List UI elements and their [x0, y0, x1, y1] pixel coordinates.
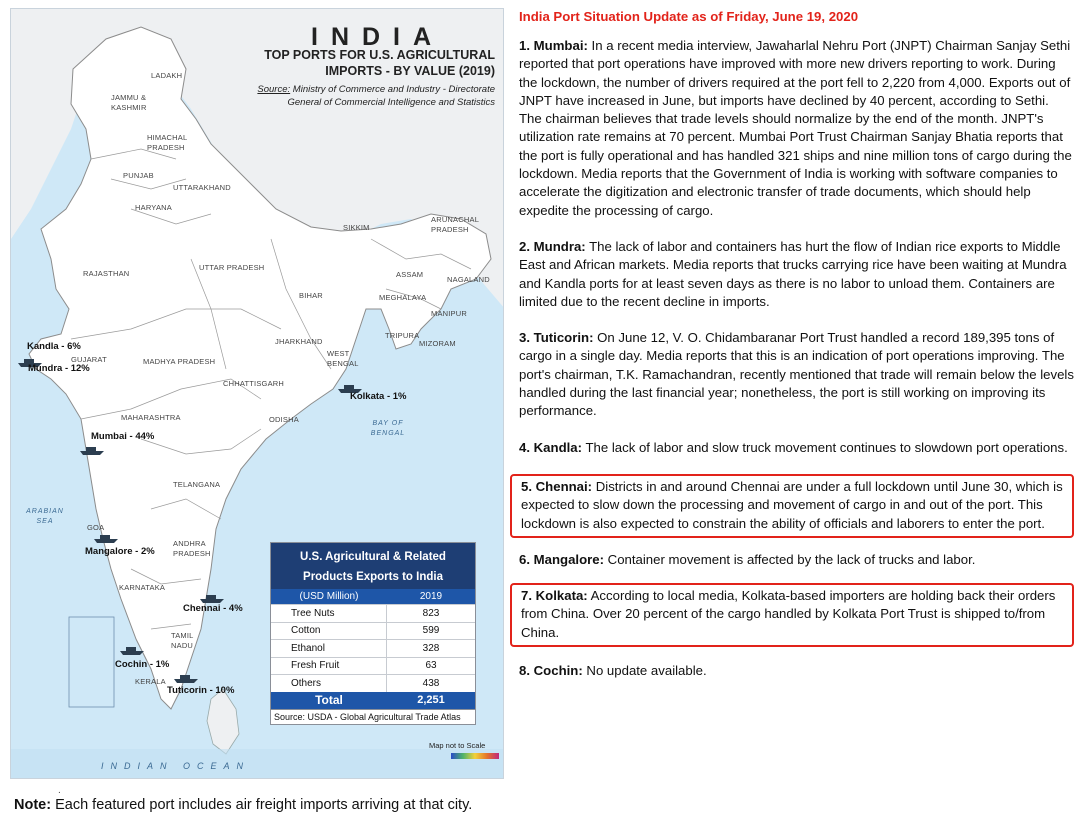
state-label: SIKKIM — [343, 223, 370, 232]
table-unit: (USD Million) — [299, 591, 359, 602]
table-total-label: Total — [315, 693, 343, 707]
port-kolkata — [337, 375, 407, 402]
update-text: In a recent media interview, Jawaharlal Nehru Port (JNPT) Chairman Sanjay Sethi reported that port operations have improved with more new drivers reporting to work. During the lockdown, the number of drivers required at the port fell to 2,220 from 4,000. Exports out of JNPT have increased in June, but imports have declined by 40 percent, according to Sethi. The chairman believes that trade levels should normalize by the end of the month. JNPT's utilization rate remains at 70 percent. Mumbai Port Trust Chairman Sanjay Bhatia reports that the port is fully operational and has handled 321 ships and nine million tons of cargo during the lockdown. Media reports that the Government of India is working with software companies to accelerate the digitization and electronic transfer of trade documents, which should help expedite the processing of cargo. — [519, 38, 1072, 218]
map-title: INDIA — [311, 23, 445, 51]
state-label: ANDHRA PRADESH — [173, 539, 211, 558]
table-cell-value: 63 — [425, 660, 437, 672]
table-cell-item: Others — [271, 675, 387, 692]
table-total-row — [271, 692, 475, 709]
port-cochin — [115, 659, 169, 670]
state-label: ARUNACHAL PRADESH — [431, 215, 479, 234]
update-text: Container movement is affected by the lack of trucks and labor. — [604, 551, 976, 567]
update-item-cochin — [519, 662, 1074, 680]
table-source: Source: USDA - Global Agricultural Trade Atlas — [271, 709, 475, 724]
table-row — [271, 604, 475, 622]
state-label: TAMIL NADU — [171, 631, 194, 650]
note-label: Note: — [14, 797, 52, 813]
state-label: GOA — [87, 523, 105, 532]
update-heading: 5. Chennai: — [521, 478, 593, 494]
state-label: WEST BENGAL — [327, 349, 359, 368]
table-year: 2019 — [419, 591, 443, 602]
update-heading: 2. Mundra: — [519, 238, 586, 254]
state-label: JHARKHAND — [275, 337, 323, 346]
scale-note: Map not to Scale — [429, 741, 486, 750]
state-label: JAMMU & KASHMIR — [111, 93, 147, 112]
table-cell-value: 438 — [422, 677, 440, 689]
table-cell-item: Cotton — [271, 623, 387, 640]
state-label: RAJASTHAN — [83, 269, 130, 278]
state-label: MEGHALAYA — [379, 293, 427, 302]
state-label: KARNATAKA — [119, 583, 166, 592]
update-text: No update available. — [582, 663, 707, 679]
update-item-mundra — [519, 238, 1074, 311]
port-label: Mundra - 12% — [28, 363, 90, 374]
ship-icon — [79, 445, 105, 456]
table-row — [271, 674, 475, 692]
update-heading: 1. Mumbai: — [519, 38, 588, 53]
update-heading: 8. Cochin: — [519, 663, 583, 679]
dot-mark: . — [58, 785, 61, 796]
state-label: NAGALAND — [447, 275, 490, 284]
india-ports-map — [10, 8, 504, 779]
update-text: According to local media, Kolkata-based importers are holding back their orders from China. Over 20 percent of the cargo handled by Kolkata Port Trust is shipped to/from China. — [521, 588, 1056, 640]
update-text: Districts in and around Chennai are under a full lockdown until June 30, which is expected to slow down the processing and movement of cargo in and out of the port. This lockdown is also expected to constrain the ability of officials and laborers to enter the port. — [521, 478, 1063, 531]
update-text: The lack of labor and slow truck movement continues to slowdown port operations. — [582, 439, 1068, 455]
port-mumbai — [79, 431, 154, 442]
table-row — [271, 622, 475, 640]
table-title-line2: Products Exports to India — [303, 571, 443, 583]
state-label: MANIPUR — [431, 309, 467, 318]
port-label: Kolkata - 1% — [350, 391, 407, 402]
port-tuticorin — [167, 685, 234, 696]
update-text: The lack of labor and containers has hurt the flow of Indian rice exports to Middle East and African markets. Media reports that trucks carrying rice have been waiting at Mundra and Kandla ports for at least seven days as there is no labor to unload them. Containers are limited due to the recent decline in imports. — [519, 238, 1067, 309]
update-heading: 7. Kolkata: — [521, 588, 588, 604]
port-label: Chennai - 4% — [183, 603, 243, 614]
updates-title: India Port Situation Update as of Friday, June 19, 2020 — [519, 9, 859, 24]
port-mangalore — [85, 546, 155, 557]
port-mundra — [17, 351, 90, 374]
update-item-tuticorin — [519, 329, 1074, 420]
highlight-box-kolkata — [510, 583, 1074, 647]
ocean-label: INDIAN OCEAN — [101, 761, 251, 771]
port-label: Mumbai - 44% — [91, 431, 155, 442]
state-label: HARYANA — [135, 203, 172, 212]
state-label: TELANGANA — [173, 480, 221, 489]
table-cell-value: 823 — [422, 607, 440, 619]
table-row — [271, 639, 475, 657]
update-item-mangalore — [519, 551, 1074, 569]
table-header-row — [271, 589, 475, 604]
update-item-mumbai — [519, 37, 1074, 220]
update-heading: 6. Mangalore: — [519, 551, 605, 567]
state-label: MADHYA PRADESH — [143, 357, 216, 366]
sea-label-arabian: ARABIAN SEA — [26, 508, 64, 525]
map-subtitle: TOP PORTS FOR U.S. AGRICULTURAL IMPORTS - BY VALUE (2019) — [264, 48, 495, 78]
port-updates — [519, 9, 1074, 698]
scale-bar — [451, 753, 499, 759]
table-cell-value: 599 — [422, 625, 440, 637]
map-source-label: Source: — [257, 84, 291, 95]
exports-table — [270, 542, 476, 725]
map-source — [235, 83, 495, 109]
table-title — [271, 543, 475, 589]
table-cell-item: Ethanol — [271, 640, 387, 657]
state-label: UTTARAKHAND — [173, 183, 231, 192]
table-cell-item: Tree Nuts — [271, 605, 387, 622]
map-source-text: Ministry of Commerce and Industry - Directorate General of Commercial Intelligence and Statistics — [287, 84, 495, 108]
update-item-chennai — [521, 478, 1068, 533]
note — [14, 797, 472, 813]
port-label: Kandla - 6% — [27, 341, 81, 352]
note-text: Each featured port includes air freight imports arriving at that city. — [51, 797, 473, 813]
update-heading: 4. Kandla: — [519, 439, 583, 455]
highlight-box-chennai — [510, 474, 1074, 538]
state-label: MIZORAM — [419, 339, 456, 348]
table-cell-item: Fresh Fruit — [271, 658, 387, 675]
state-label: BIHAR — [299, 291, 323, 300]
port-label: Cochin - 1% — [115, 659, 170, 670]
update-heading: 3. Tuticorin: — [519, 330, 594, 346]
state-label: TRIPURA — [385, 331, 420, 340]
state-label: PUNJAB — [123, 171, 154, 180]
update-item-kolkata — [521, 587, 1068, 642]
state-label: CHHATTISGARH — [223, 379, 285, 388]
ship-icon — [173, 673, 199, 684]
port-chennai — [183, 603, 243, 614]
state-label: GUJARAT — [71, 355, 107, 364]
ship-icon — [119, 645, 145, 656]
state-label: ODISHA — [269, 415, 299, 424]
state-label: KERALA — [135, 677, 166, 686]
table-total-value: 2,251 — [417, 694, 445, 706]
table-title-line1: U.S. Agricultural & Related — [300, 551, 446, 563]
update-text: On June 12, V. O. Chidambaranar Port Trust handled a record 189,395 tons of cargo in a single day. Media reports that this is an indication of port operations improving. The port's chairman, T.K. Ramachandran, recently mentioned that trade will remain below the levels handled during the last financial year; nonetheless, the port is still working on improving its performance. — [519, 330, 1074, 419]
update-item-kandla — [519, 439, 1074, 457]
state-label: UTTAR PRADESH — [199, 263, 265, 272]
table-cell-value: 328 — [422, 642, 440, 654]
table-row — [271, 657, 475, 675]
state-label: ASSAM — [396, 270, 424, 279]
sea-label-bengal: BAY OF BENGAL — [370, 420, 406, 437]
state-label: LADAKH — [151, 71, 183, 80]
state-label: MAHARASHTRA — [121, 413, 181, 422]
port-label: Tuticorin - 10% — [167, 685, 235, 696]
port-label: Mangalore - 2% — [85, 546, 155, 557]
ship-icon — [93, 533, 119, 544]
state-label: HIMACHAL PRADESH — [147, 133, 188, 152]
